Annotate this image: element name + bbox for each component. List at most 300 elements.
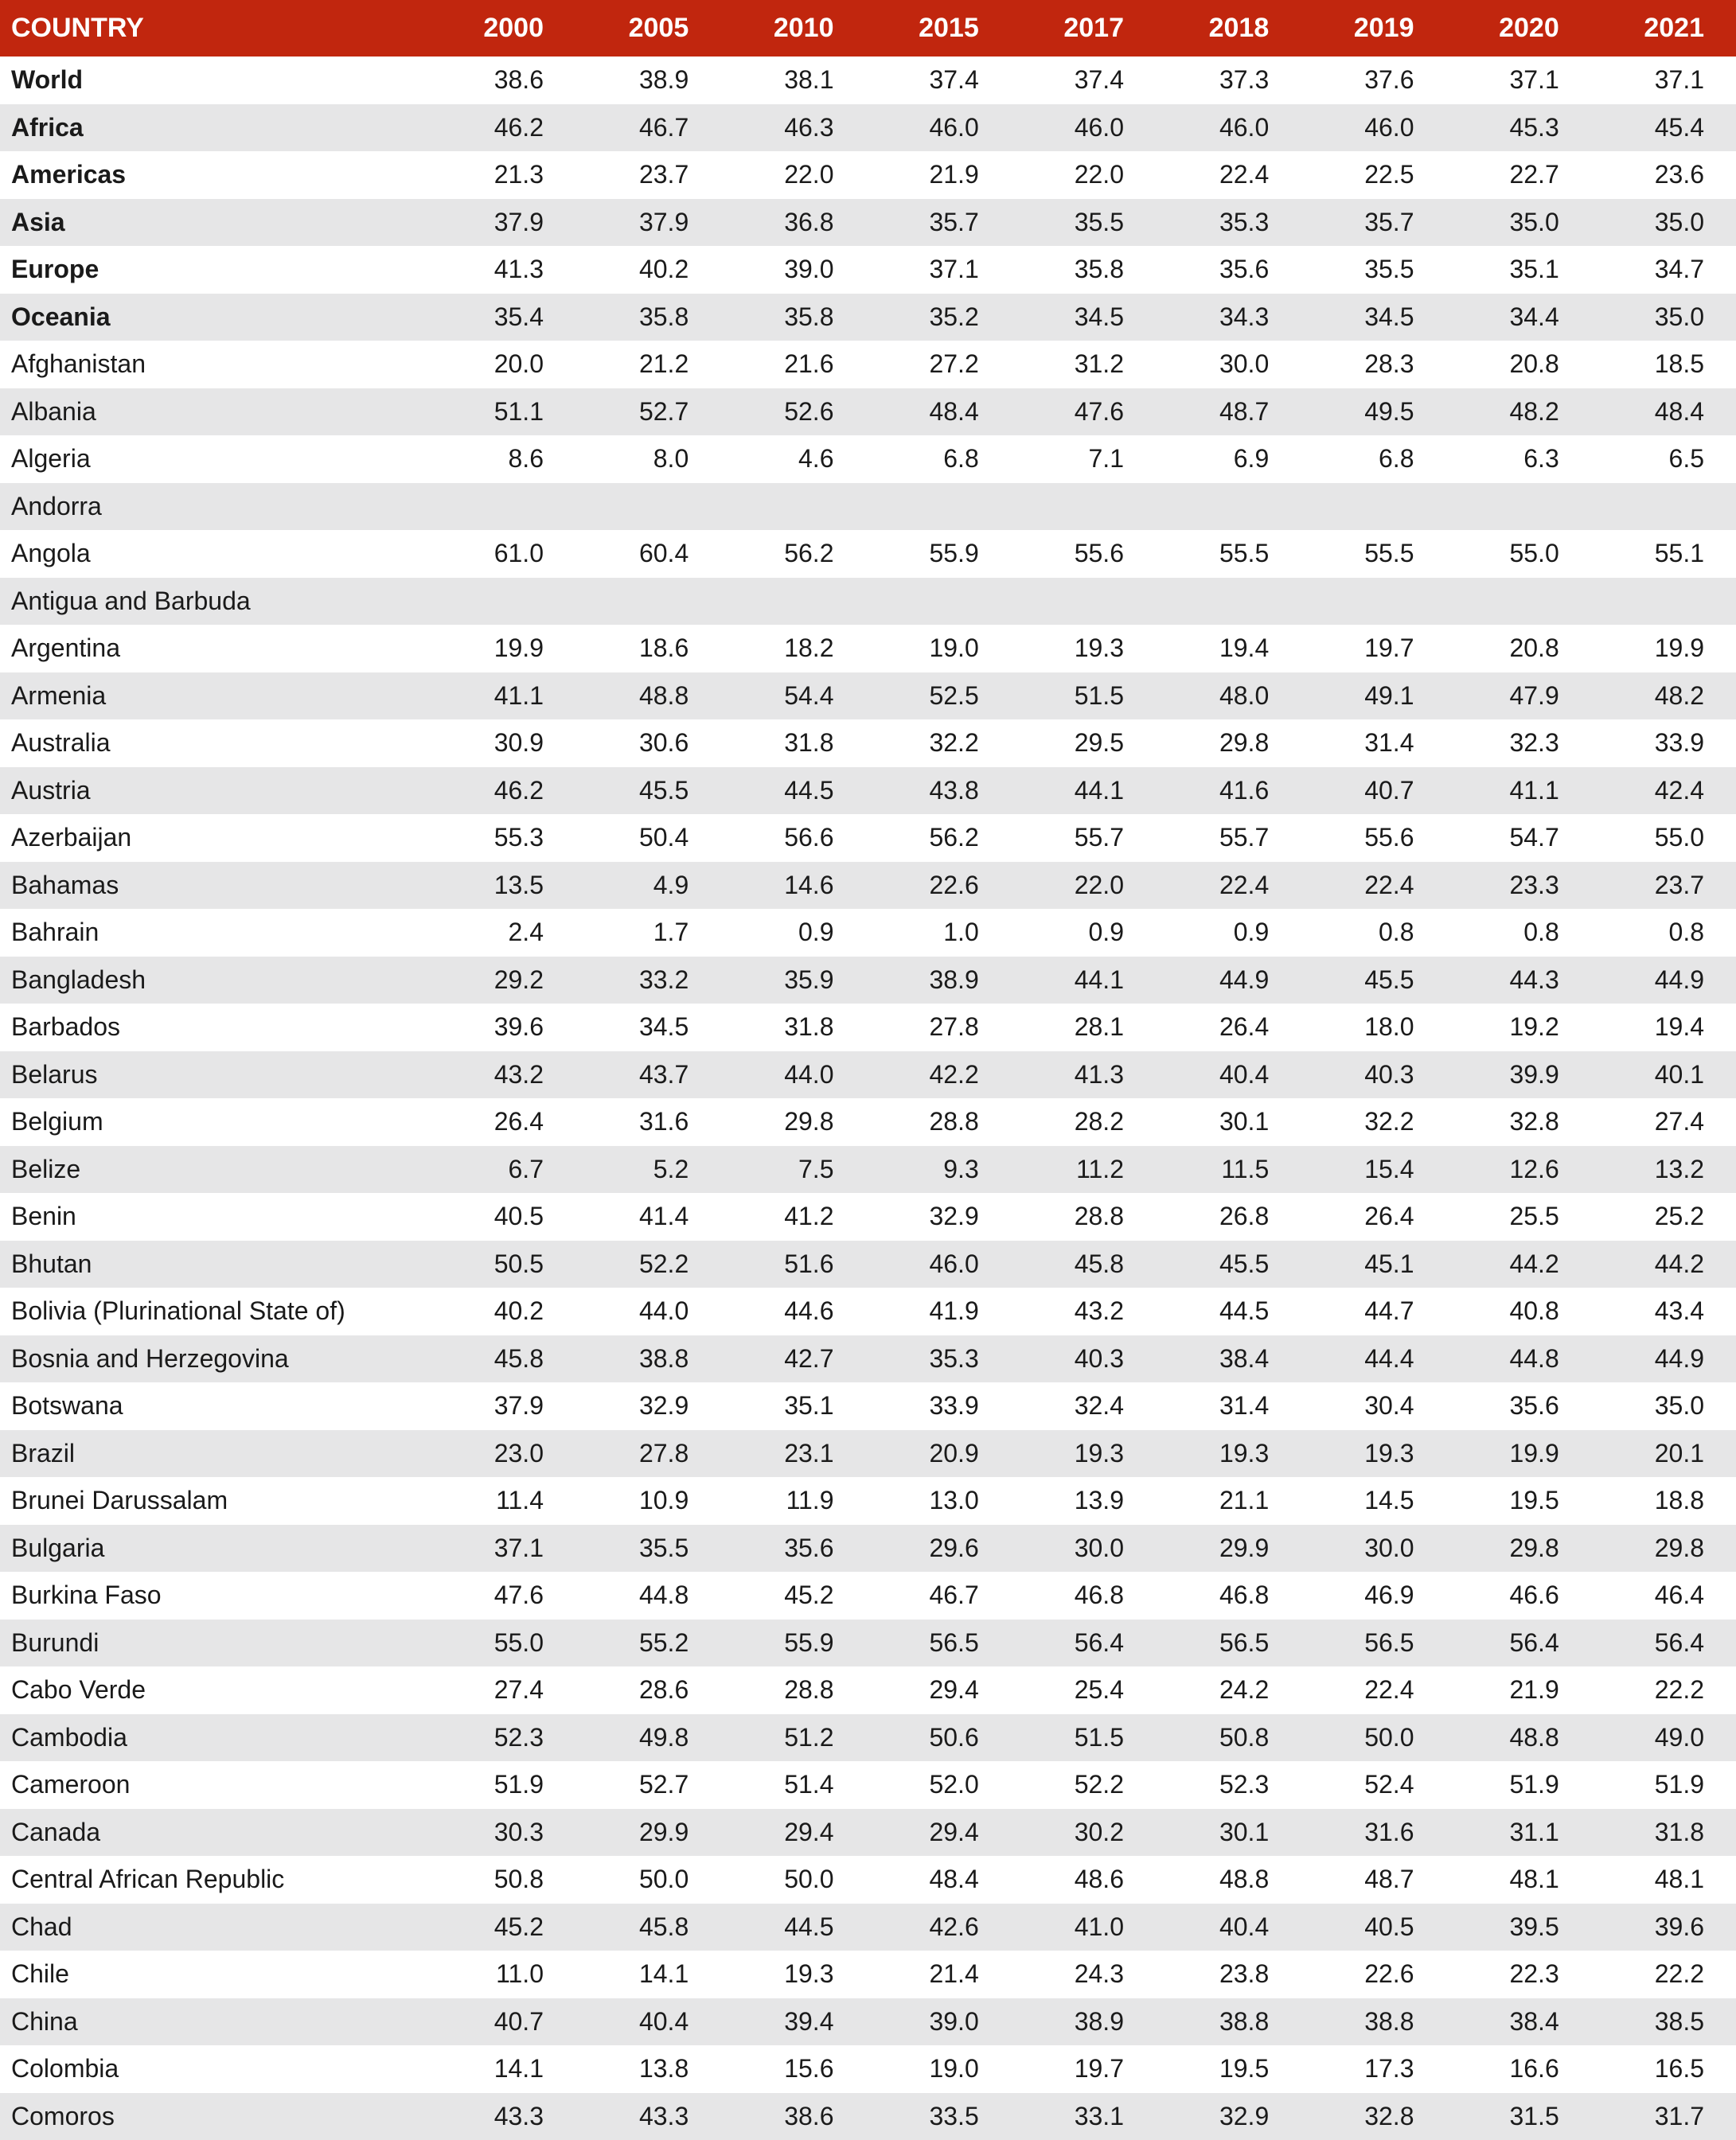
country-row: [0, 814, 1736, 862]
value-cell: 8.0: [575, 435, 720, 483]
value-cell: 52.5: [865, 672, 1010, 720]
value-cell: 21.6: [720, 341, 865, 388]
country-name-cell: Bhutan: [0, 1241, 431, 1288]
country-row: [0, 719, 1736, 767]
value-cell: 56.5: [865, 1620, 1010, 1667]
value-cell: 28.8: [1011, 1193, 1156, 1241]
value-cell: 18.0: [1301, 1004, 1445, 1051]
value-cell: 55.0: [1591, 814, 1736, 862]
value-cell: 30.0: [1011, 1525, 1156, 1573]
value-cell: 45.2: [431, 1904, 575, 1951]
region-row: [0, 294, 1736, 341]
value-cell: 35.3: [1156, 199, 1301, 247]
value-cell: 38.6: [720, 2093, 865, 2140]
region-row: [0, 199, 1736, 247]
value-cell: 27.4: [1591, 1098, 1736, 1146]
country-row: [0, 1288, 1736, 1335]
country-name-cell: Bulgaria: [0, 1525, 431, 1573]
value-cell: 35.6: [720, 1525, 865, 1573]
value-cell: 13.8: [575, 2045, 720, 2093]
value-cell: 45.5: [1156, 1241, 1301, 1288]
value-cell: 22.2: [1591, 1951, 1736, 1998]
value-cell: 19.4: [1591, 1004, 1736, 1051]
value-cell: 38.1: [720, 57, 865, 104]
value-cell: 52.0: [865, 1761, 1010, 1809]
value-cell: 31.1: [1445, 1809, 1590, 1857]
value-cell: 40.8: [1445, 1288, 1590, 1335]
value-cell: 43.2: [1011, 1288, 1156, 1335]
country-name-cell: Central African Republic: [0, 1856, 431, 1904]
value-cell: 1.7: [575, 909, 720, 957]
value-cell: 18.2: [720, 625, 865, 672]
value-cell: 40.4: [1156, 1904, 1301, 1951]
value-cell: 30.1: [1156, 1809, 1301, 1857]
value-cell: 32.3: [1445, 719, 1590, 767]
value-cell: 41.6: [1156, 767, 1301, 815]
value-cell: 56.4: [1591, 1620, 1736, 1667]
value-cell: 51.5: [1011, 672, 1156, 720]
value-cell: 56.5: [1301, 1620, 1445, 1667]
value-cell: 40.3: [1011, 1335, 1156, 1383]
value-cell: 6.7: [431, 1146, 575, 1194]
value-cell: 41.3: [1011, 1051, 1156, 1099]
value-cell: 44.9: [1591, 957, 1736, 1004]
value-cell: 4.9: [575, 862, 720, 910]
value-cell: 38.4: [1445, 1998, 1590, 2046]
value-cell: 35.8: [720, 294, 865, 341]
value-cell: 32.9: [865, 1193, 1010, 1241]
value-cell: 34.5: [1301, 294, 1445, 341]
value-cell: 18.8: [1591, 1477, 1736, 1525]
value-cell: 56.6: [720, 814, 865, 862]
value-cell: 39.6: [431, 1004, 575, 1051]
value-cell: 44.8: [575, 1572, 720, 1620]
value-cell: 60.4: [575, 530, 720, 578]
value-cell: 35.5: [1301, 246, 1445, 294]
value-cell: 21.9: [1445, 1666, 1590, 1714]
value-cell: 29.4: [720, 1809, 865, 1857]
value-cell: 37.6: [1301, 57, 1445, 104]
value-cell: 50.4: [575, 814, 720, 862]
value-cell: 48.1: [1591, 1856, 1736, 1904]
value-cell: 43.3: [575, 2093, 720, 2140]
value-cell: 28.3: [1301, 341, 1445, 388]
value-cell: 22.4: [1156, 862, 1301, 910]
value-cell: 50.0: [1301, 1714, 1445, 1762]
value-cell: 19.0: [865, 2045, 1010, 2093]
value-cell: 19.3: [720, 1951, 865, 1998]
value-cell: 37.3: [1156, 57, 1301, 104]
value-cell: 23.7: [1591, 862, 1736, 910]
value-cell: 27.2: [865, 341, 1010, 388]
country-row: [0, 1477, 1736, 1525]
value-cell: 38.9: [575, 57, 720, 104]
value-cell: 36.8: [720, 199, 865, 247]
value-cell: 45.2: [720, 1572, 865, 1620]
value-cell: 42.4: [1591, 767, 1736, 815]
value-cell: 29.9: [575, 1809, 720, 1857]
value-cell: 46.8: [1011, 1572, 1156, 1620]
country-name-cell: Afghanistan: [0, 341, 431, 388]
value-cell: 22.7: [1445, 151, 1590, 199]
value-cell: 25.5: [1445, 1193, 1590, 1241]
value-cell: 35.8: [575, 294, 720, 341]
value-cell: 50.8: [431, 1856, 575, 1904]
value-cell: 46.2: [431, 767, 575, 815]
value-cell: 37.4: [865, 57, 1010, 104]
country-name-cell: Brunei Darussalam: [0, 1477, 431, 1525]
value-cell: 56.5: [1156, 1620, 1301, 1667]
value-cell: 48.8: [1156, 1856, 1301, 1904]
value-cell: 39.9: [1445, 1051, 1590, 1099]
value-cell: 48.4: [1591, 388, 1736, 436]
value-cell: 28.8: [865, 1098, 1010, 1146]
country-row: [0, 1146, 1736, 1194]
value-cell: 50.5: [431, 1241, 575, 1288]
value-cell: 2.4: [431, 909, 575, 957]
value-cell: 25.4: [1011, 1666, 1156, 1714]
value-cell: 12.6: [1445, 1146, 1590, 1194]
value-cell: [1156, 483, 1301, 531]
value-cell: 33.5: [865, 2093, 1010, 2140]
value-cell: 20.8: [1445, 341, 1590, 388]
value-cell: [431, 483, 575, 531]
value-cell: 52.7: [575, 1761, 720, 1809]
country-row: [0, 1004, 1736, 1051]
header-row: [0, 0, 1736, 57]
value-cell: 20.1: [1591, 1430, 1736, 1478]
value-cell: 51.4: [720, 1761, 865, 1809]
value-cell: 11.9: [720, 1477, 865, 1525]
country-row: [0, 1430, 1736, 1478]
value-cell: 55.6: [1011, 530, 1156, 578]
value-cell: 17.3: [1301, 2045, 1445, 2093]
value-cell: 40.7: [1301, 767, 1445, 815]
value-cell: 42.2: [865, 1051, 1010, 1099]
value-cell: 38.5: [1591, 1998, 1736, 2046]
value-cell: 31.6: [575, 1098, 720, 1146]
value-cell: 40.2: [575, 246, 720, 294]
value-cell: 55.7: [1156, 814, 1301, 862]
value-cell: 8.6: [431, 435, 575, 483]
value-cell: 48.6: [1011, 1856, 1156, 1904]
value-cell: 44.9: [1156, 957, 1301, 1004]
value-cell: 38.9: [1011, 1998, 1156, 2046]
value-cell: 11.0: [431, 1951, 575, 1998]
value-cell: 39.6: [1591, 1904, 1736, 1951]
country-row: [0, 1241, 1736, 1288]
value-cell: 37.1: [865, 246, 1010, 294]
value-cell: 39.5: [1445, 1904, 1590, 1951]
value-cell: 28.2: [1011, 1098, 1156, 1146]
value-cell: 48.0: [1156, 672, 1301, 720]
value-cell: [575, 578, 720, 626]
value-cell: 55.5: [1301, 530, 1445, 578]
value-cell: 6.8: [1301, 435, 1445, 483]
value-cell: 44.2: [1591, 1241, 1736, 1288]
value-cell: 34.7: [1591, 246, 1736, 294]
column-header-year: 2015: [865, 0, 1010, 57]
value-cell: 48.2: [1591, 672, 1736, 720]
value-cell: 1.0: [865, 909, 1010, 957]
value-cell: 46.0: [1301, 104, 1445, 152]
value-cell: 30.0: [1156, 341, 1301, 388]
value-cell: 22.2: [1591, 1666, 1736, 1714]
value-cell: 19.3: [1011, 625, 1156, 672]
country-row: [0, 625, 1736, 672]
value-cell: 41.1: [431, 672, 575, 720]
value-cell: 21.4: [865, 1951, 1010, 1998]
value-cell: 35.7: [865, 199, 1010, 247]
value-cell: 21.2: [575, 341, 720, 388]
value-cell: 44.3: [1445, 957, 1590, 1004]
value-cell: 35.0: [1591, 199, 1736, 247]
country-name-cell: Antigua and Barbuda: [0, 578, 431, 626]
country-row: [0, 1098, 1736, 1146]
value-cell: 49.5: [1301, 388, 1445, 436]
value-cell: 35.4: [431, 294, 575, 341]
value-cell: 13.5: [431, 862, 575, 910]
value-cell: 26.4: [1156, 1004, 1301, 1051]
value-cell: 38.6: [431, 57, 575, 104]
value-cell: 35.5: [575, 1525, 720, 1573]
region-row: [0, 57, 1736, 104]
value-cell: 48.4: [865, 388, 1010, 436]
value-cell: [1301, 483, 1445, 531]
value-cell: 48.1: [1445, 1856, 1590, 1904]
value-cell: 33.2: [575, 957, 720, 1004]
country-name-cell: Austria: [0, 767, 431, 815]
value-cell: 51.5: [1011, 1714, 1156, 1762]
value-cell: 43.7: [575, 1051, 720, 1099]
value-cell: [1591, 578, 1736, 626]
value-cell: 0.9: [1011, 909, 1156, 957]
value-cell: 19.3: [1301, 1430, 1445, 1478]
value-cell: 34.3: [1156, 294, 1301, 341]
value-cell: 10.9: [575, 1477, 720, 1525]
value-cell: 48.7: [1301, 1856, 1445, 1904]
value-cell: [720, 483, 865, 531]
value-cell: 19.3: [1156, 1430, 1301, 1478]
value-cell: 19.9: [1591, 625, 1736, 672]
value-cell: 55.1: [1591, 530, 1736, 578]
country-name-cell: Algeria: [0, 435, 431, 483]
table-header: [0, 0, 1736, 57]
value-cell: 34.5: [575, 1004, 720, 1051]
value-cell: 30.9: [431, 719, 575, 767]
value-cell: 0.9: [1156, 909, 1301, 957]
country-row: [0, 435, 1736, 483]
value-cell: 23.1: [720, 1430, 865, 1478]
value-cell: 30.2: [1011, 1809, 1156, 1857]
country-name-cell: Africa: [0, 104, 431, 152]
country-name-cell: Oceania: [0, 294, 431, 341]
value-cell: 6.8: [865, 435, 1010, 483]
country-row: [0, 530, 1736, 578]
value-cell: 40.5: [1301, 1904, 1445, 1951]
value-cell: 55.6: [1301, 814, 1445, 862]
value-cell: 29.8: [720, 1098, 865, 1146]
value-cell: [1445, 483, 1590, 531]
country-name-cell: Bahrain: [0, 909, 431, 957]
value-cell: 30.6: [575, 719, 720, 767]
value-cell: 56.2: [720, 530, 865, 578]
value-cell: [865, 483, 1010, 531]
value-cell: 29.8: [1156, 719, 1301, 767]
value-cell: 44.4: [1301, 1335, 1445, 1383]
value-cell: 22.6: [1301, 1951, 1445, 1998]
country-row: [0, 862, 1736, 910]
value-cell: 22.4: [1301, 1666, 1445, 1714]
value-cell: 35.2: [865, 294, 1010, 341]
country-row: [0, 767, 1736, 815]
value-cell: [1301, 578, 1445, 626]
value-cell: [865, 578, 1010, 626]
value-cell: 30.1: [1156, 1098, 1301, 1146]
value-cell: 39.4: [720, 1998, 865, 2046]
value-cell: 54.4: [720, 672, 865, 720]
value-cell: 30.0: [1301, 1525, 1445, 1573]
country-row: [0, 1572, 1736, 1620]
value-cell: 19.0: [865, 625, 1010, 672]
value-cell: 0.9: [720, 909, 865, 957]
value-cell: 35.0: [1591, 294, 1736, 341]
country-name-cell: Europe: [0, 246, 431, 294]
country-name-cell: Cameroon: [0, 1761, 431, 1809]
column-header-country: COUNTRY: [0, 0, 431, 57]
value-cell: 30.4: [1301, 1382, 1445, 1430]
value-cell: 16.6: [1445, 2045, 1590, 2093]
value-cell: 22.0: [720, 151, 865, 199]
value-cell: [720, 578, 865, 626]
country-name-cell: Armenia: [0, 672, 431, 720]
country-row: [0, 1620, 1736, 1667]
country-name-cell: Cabo Verde: [0, 1666, 431, 1714]
value-cell: 31.2: [1011, 341, 1156, 388]
value-cell: 18.5: [1591, 341, 1736, 388]
country-name-cell: Bahamas: [0, 862, 431, 910]
value-cell: 32.2: [1301, 1098, 1445, 1146]
value-cell: 56.2: [865, 814, 1010, 862]
country-name-cell: Barbados: [0, 1004, 431, 1051]
value-cell: 19.5: [1156, 2045, 1301, 2093]
value-cell: 41.9: [865, 1288, 1010, 1335]
value-cell: 42.6: [865, 1904, 1010, 1951]
value-cell: 47.9: [1445, 672, 1590, 720]
value-cell: 46.7: [865, 1572, 1010, 1620]
region-row: [0, 151, 1736, 199]
country-name-cell: Chile: [0, 1951, 431, 1998]
value-cell: 46.0: [1156, 104, 1301, 152]
value-cell: 41.3: [431, 246, 575, 294]
country-row: [0, 2093, 1736, 2140]
value-cell: 29.4: [865, 1809, 1010, 1857]
country-row: [0, 1904, 1736, 1951]
value-cell: 48.8: [575, 672, 720, 720]
value-cell: 61.0: [431, 530, 575, 578]
value-cell: 37.1: [431, 1525, 575, 1573]
value-cell: 50.8: [1156, 1714, 1301, 1762]
value-cell: 45.1: [1301, 1241, 1445, 1288]
value-cell: 9.3: [865, 1146, 1010, 1194]
value-cell: 20.0: [431, 341, 575, 388]
value-cell: 38.8: [1156, 1998, 1301, 2046]
column-header-year: 2005: [575, 0, 720, 57]
value-cell: 40.2: [431, 1288, 575, 1335]
value-cell: 21.9: [865, 151, 1010, 199]
value-cell: 32.9: [575, 1382, 720, 1430]
value-cell: [431, 578, 575, 626]
value-cell: 14.6: [720, 862, 865, 910]
value-cell: 23.7: [575, 151, 720, 199]
value-cell: [1011, 483, 1156, 531]
value-cell: 44.0: [575, 1288, 720, 1335]
value-cell: 29.8: [1591, 1525, 1736, 1573]
value-cell: 47.6: [1011, 388, 1156, 436]
value-cell: 31.4: [1301, 719, 1445, 767]
value-cell: 13.0: [865, 1477, 1010, 1525]
value-cell: 29.9: [1156, 1525, 1301, 1573]
value-cell: 29.2: [431, 957, 575, 1004]
value-cell: 26.4: [431, 1098, 575, 1146]
value-cell: 37.9: [431, 1382, 575, 1430]
value-cell: 28.6: [575, 1666, 720, 1714]
value-cell: 52.4: [1301, 1761, 1445, 1809]
value-cell: 55.0: [431, 1620, 575, 1667]
value-cell: 19.9: [431, 625, 575, 672]
value-cell: 44.8: [1445, 1335, 1590, 1383]
value-cell: 45.8: [1011, 1241, 1156, 1288]
value-cell: 39.0: [865, 1998, 1010, 2046]
value-cell: 55.9: [720, 1620, 865, 1667]
value-cell: 49.1: [1301, 672, 1445, 720]
value-cell: 19.2: [1445, 1004, 1590, 1051]
value-cell: 44.5: [720, 767, 865, 815]
value-cell: 46.7: [575, 104, 720, 152]
value-cell: 23.6: [1591, 151, 1736, 199]
value-cell: 21.3: [431, 151, 575, 199]
value-cell: 46.6: [1445, 1572, 1590, 1620]
value-cell: 19.5: [1445, 1477, 1590, 1525]
value-cell: 52.3: [431, 1714, 575, 1762]
value-cell: 38.9: [865, 957, 1010, 1004]
country-row: [0, 1809, 1736, 1857]
value-cell: 37.9: [431, 199, 575, 247]
value-cell: 27.8: [865, 1004, 1010, 1051]
value-cell: 19.7: [1011, 2045, 1156, 2093]
value-cell: 55.9: [865, 530, 1010, 578]
country-name-cell: Argentina: [0, 625, 431, 672]
value-cell: 46.9: [1301, 1572, 1445, 1620]
value-cell: 7.1: [1011, 435, 1156, 483]
value-cell: 33.9: [865, 1382, 1010, 1430]
value-cell: 46.2: [431, 104, 575, 152]
country-name-cell: Angola: [0, 530, 431, 578]
value-cell: 7.5: [720, 1146, 865, 1194]
value-cell: 19.7: [1301, 625, 1445, 672]
value-cell: 24.3: [1011, 1951, 1156, 1998]
country-name-cell: Australia: [0, 719, 431, 767]
value-cell: 37.1: [1445, 57, 1590, 104]
country-row: [0, 1335, 1736, 1383]
value-cell: 31.4: [1156, 1382, 1301, 1430]
value-cell: 40.4: [575, 1998, 720, 2046]
country-row: [0, 1951, 1736, 1998]
value-cell: 55.5: [1156, 530, 1301, 578]
value-cell: 46.0: [865, 104, 1010, 152]
value-cell: 41.2: [720, 1193, 865, 1241]
value-cell: 29.8: [1445, 1525, 1590, 1573]
